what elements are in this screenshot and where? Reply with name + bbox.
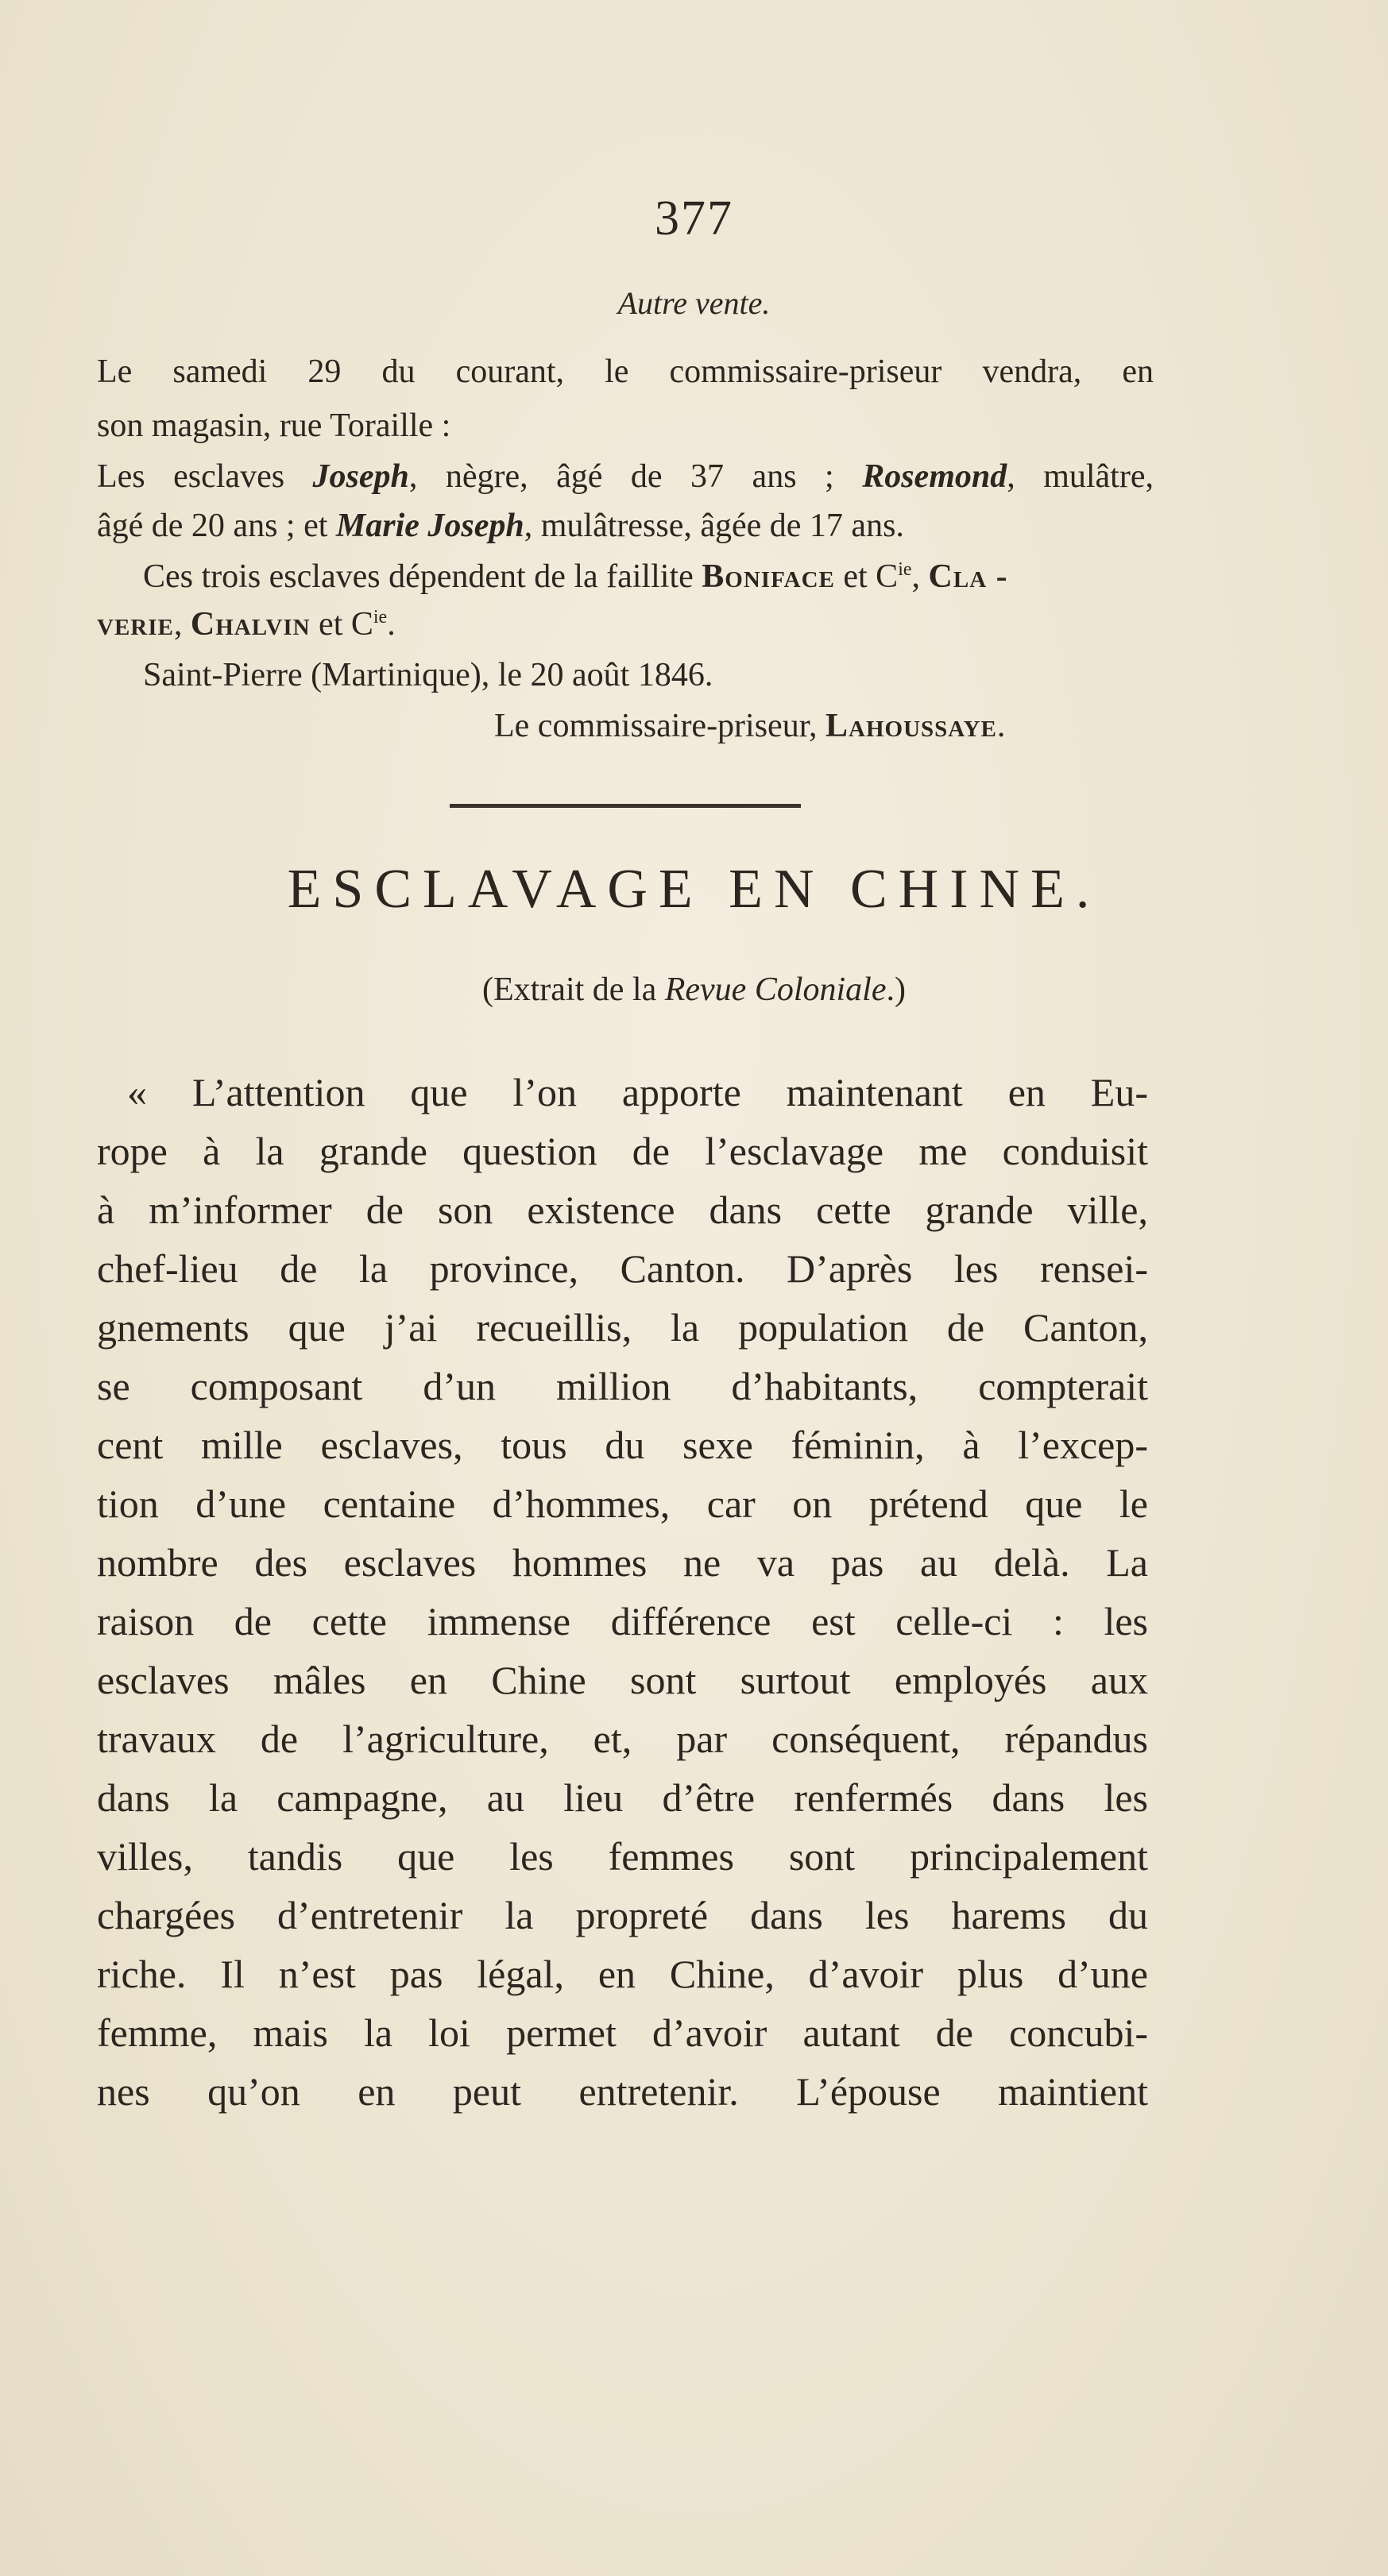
notice-text: , — [173, 606, 191, 643]
notice-text: , mulâtresse, âgée de 17 ans. — [524, 508, 904, 544]
notice-text: , mulâtre, — [1007, 458, 1154, 495]
article-line: femme, mais la loi permet d’avoir autant de concubi- — [97, 2010, 1148, 2055]
company-name: Boniface — [702, 558, 835, 595]
notice-line — [494, 707, 1154, 745]
notice-text: Ces trois esclaves dépendent de la faillite — [143, 558, 702, 595]
source-text: (Extrait de la — [482, 971, 665, 1008]
notice-text: Les esclaves — [97, 458, 313, 495]
article-line: dans la campagne, au lieu d’être renfermés dans les — [97, 1775, 1148, 1820]
notice-line — [143, 558, 1154, 596]
company-name: Chalvin — [190, 606, 311, 643]
page-number: 377 — [655, 191, 733, 245]
notice-line — [97, 353, 1154, 391]
article-source — [0, 971, 1388, 1009]
company-name: verie — [97, 606, 174, 643]
notice-date: Saint-Pierre (Martinique), le 20 août 1846. — [143, 657, 713, 693]
article-line: nombre des esclaves hommes ne va pas au delà. La — [97, 1540, 1148, 1585]
auctioneer-name: Lahoussaye — [825, 708, 997, 744]
article-line: rope à la grande question de l’esclavage me conduisit — [97, 1129, 1148, 1173]
section-divider — [450, 804, 801, 808]
notice-text: . — [387, 606, 396, 643]
article-line: nes qu’on en peut entretenir. L’épouse maintient — [97, 2069, 1148, 2114]
superscript: ie — [898, 559, 912, 580]
notice-line — [97, 605, 1154, 643]
notice-line — [97, 407, 1154, 445]
slave-name: Marie Joseph — [335, 508, 524, 544]
source-text: .) — [886, 971, 906, 1008]
article-line: villes, tandis que les femmes sont principalement — [97, 1834, 1148, 1879]
article-line: esclaves mâles en Chine sont surtout employés aux — [97, 1658, 1148, 1702]
notice-text: . — [996, 708, 1006, 744]
notice-text: et C — [310, 606, 373, 643]
superscript: ie — [373, 607, 388, 628]
company-name: Cla - — [928, 558, 1008, 595]
notice-text: et C — [834, 558, 899, 595]
article-line: gnements que j’ai recueillis, la population de Canton, — [97, 1305, 1148, 1350]
notice-text: âgé de 20 ans ; et — [97, 508, 336, 544]
article-title: ESCLAVAGE EN CHINE. — [287, 859, 1101, 920]
article-line: chargées d’entretenir la propreté dans les harems du — [97, 1893, 1148, 1937]
article-line: « L’attention que l’on apporte maintenant en Eu- — [127, 1070, 1148, 1114]
article-line: raison de cette immense différence est celle-ci : les — [97, 1599, 1148, 1643]
notice-text: Le commissaire-priseur, — [494, 708, 826, 744]
notice-text: son magasin, rue Toraille : — [97, 407, 451, 444]
article-line: tion d’une centaine d’hommes, car on prétend que le — [97, 1481, 1148, 1526]
notice-text: Le samedi 29 du courant, le commissaire-priseur vendra, en — [97, 353, 1154, 390]
notice-line — [97, 507, 1154, 545]
article-line: chef-lieu de la province, Canton. D’après les rensei- — [97, 1246, 1148, 1291]
slave-name: Joseph — [312, 458, 409, 495]
article-line: cent mille esclaves, tous du sexe féminin, à l’excep- — [97, 1423, 1148, 1467]
article-line: travaux de l’agriculture, et, par conséquent, répandus — [97, 1717, 1148, 1761]
source-publication: Revue Coloniale — [664, 971, 887, 1008]
article-line: riche. Il n’est pas légal, en Chine, d’avoir plus d’une — [97, 1952, 1148, 1996]
notice-subheading: Autre vente. — [617, 285, 771, 321]
article-line: se composant d’un million d’habitants, compterait — [97, 1364, 1148, 1408]
article-line: à m’informer de son existence dans cette grande ville, — [97, 1188, 1148, 1232]
notice-line — [97, 458, 1154, 496]
notice-text: , nègre, âgé de 37 ans ; — [408, 458, 863, 495]
notice-line — [143, 656, 1154, 694]
slave-name: Rosemond — [862, 458, 1007, 495]
notice-text: , — [911, 558, 929, 595]
